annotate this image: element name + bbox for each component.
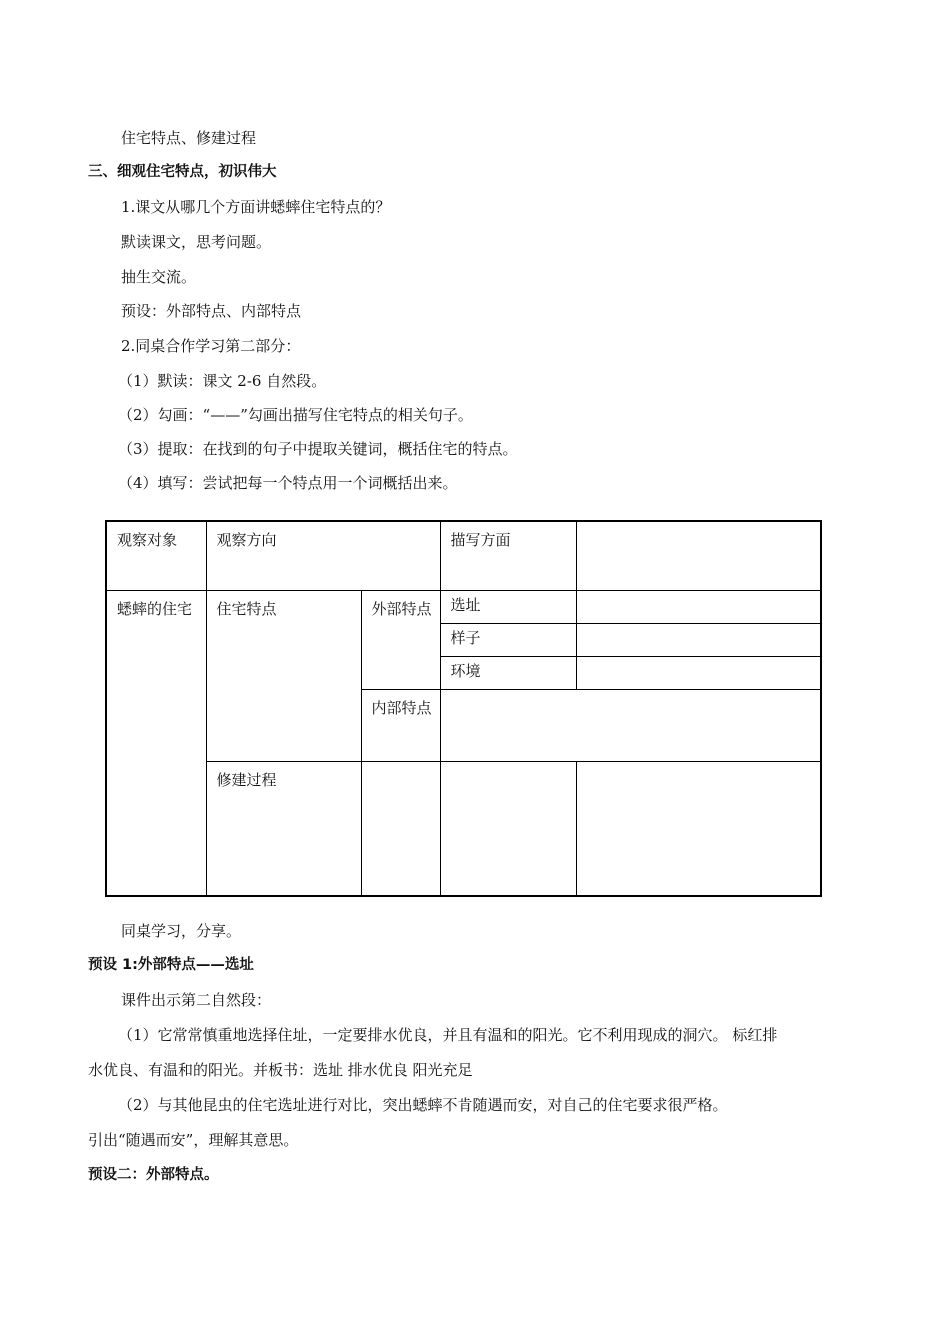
empty-cell[interactable] xyxy=(440,689,821,761)
observation-table xyxy=(105,520,822,897)
empty-cell[interactable] xyxy=(576,761,821,896)
question-2: 2.同桌合作学习第二部分： xyxy=(121,337,301,355)
cell-look: 样子 xyxy=(440,623,576,656)
header-object: 观察对象 xyxy=(106,521,206,590)
preset-2-title: 预设二：外部特点。 xyxy=(88,1167,219,1183)
cell-building: 修建过程 xyxy=(206,761,361,896)
empty-cell[interactable] xyxy=(576,590,821,623)
step-3: （3）提取：在找到的句子中提取关键词，概括住宅的特点。 xyxy=(118,440,518,458)
text-line: 同桌学习，分享。 xyxy=(121,922,242,940)
text-line: 水优良、有温和的阳光。并板书：选址 排水优良 阳光充足 xyxy=(88,1061,473,1079)
text-line: 预设：外部特点、内部特点 xyxy=(121,302,302,320)
header-aspect: 描写方面 xyxy=(440,521,576,590)
section-heading: 三、细观住宅特点，初识伟大 xyxy=(88,164,277,180)
empty-cell[interactable] xyxy=(440,761,576,896)
header-direction: 观察方向 xyxy=(206,521,440,590)
question-1: 1.课文从哪几个方面讲蟋蟀住宅特点的？ xyxy=(121,198,391,216)
text-line: 课件出示第二自然段： xyxy=(121,991,272,1009)
cell-features: 住宅特点 xyxy=(206,590,361,761)
empty-cell[interactable] xyxy=(576,623,821,656)
text-line: （1）它常常慎重地选择住址，一定要排水优良，并且有温和的阳光。它不利用现成的洞穴。 标红排 xyxy=(118,1026,778,1044)
cell-object: 蟋蟀的住宅 xyxy=(106,590,206,896)
step-2: （2）勾画：“——”勾画出描写住宅特点的相关句子。 xyxy=(118,406,473,424)
preset-1-title: 预设 1:外部特点——选址 xyxy=(88,957,254,973)
cell-external: 外部特点 xyxy=(361,590,440,689)
step-1: （1）默读：课文 2-6 自然段。 xyxy=(118,372,327,390)
empty-cell[interactable] xyxy=(576,656,821,689)
text-line: 抽生交流。 xyxy=(121,268,197,286)
cell-site: 选址 xyxy=(440,590,576,623)
empty-cell[interactable] xyxy=(576,521,821,590)
cell-internal: 内部特点 xyxy=(361,689,440,761)
step-4: （4）填写：尝试把每一个特点用一个词概括出来。 xyxy=(118,474,458,492)
text-line: 引出“随遇而安”，理解其意思。 xyxy=(88,1131,299,1149)
text-line: （2）与其他昆虫的住宅选址进行对比，突出蟋蟀不肯随遇而安，对自己的住宅要求很严格。 xyxy=(118,1096,728,1114)
cell-environment: 环境 xyxy=(440,656,576,689)
empty-cell[interactable] xyxy=(361,761,440,896)
text-line: 住宅特点、修建过程 xyxy=(121,129,257,147)
text-line: 默读课文，思考问题。 xyxy=(121,233,272,251)
